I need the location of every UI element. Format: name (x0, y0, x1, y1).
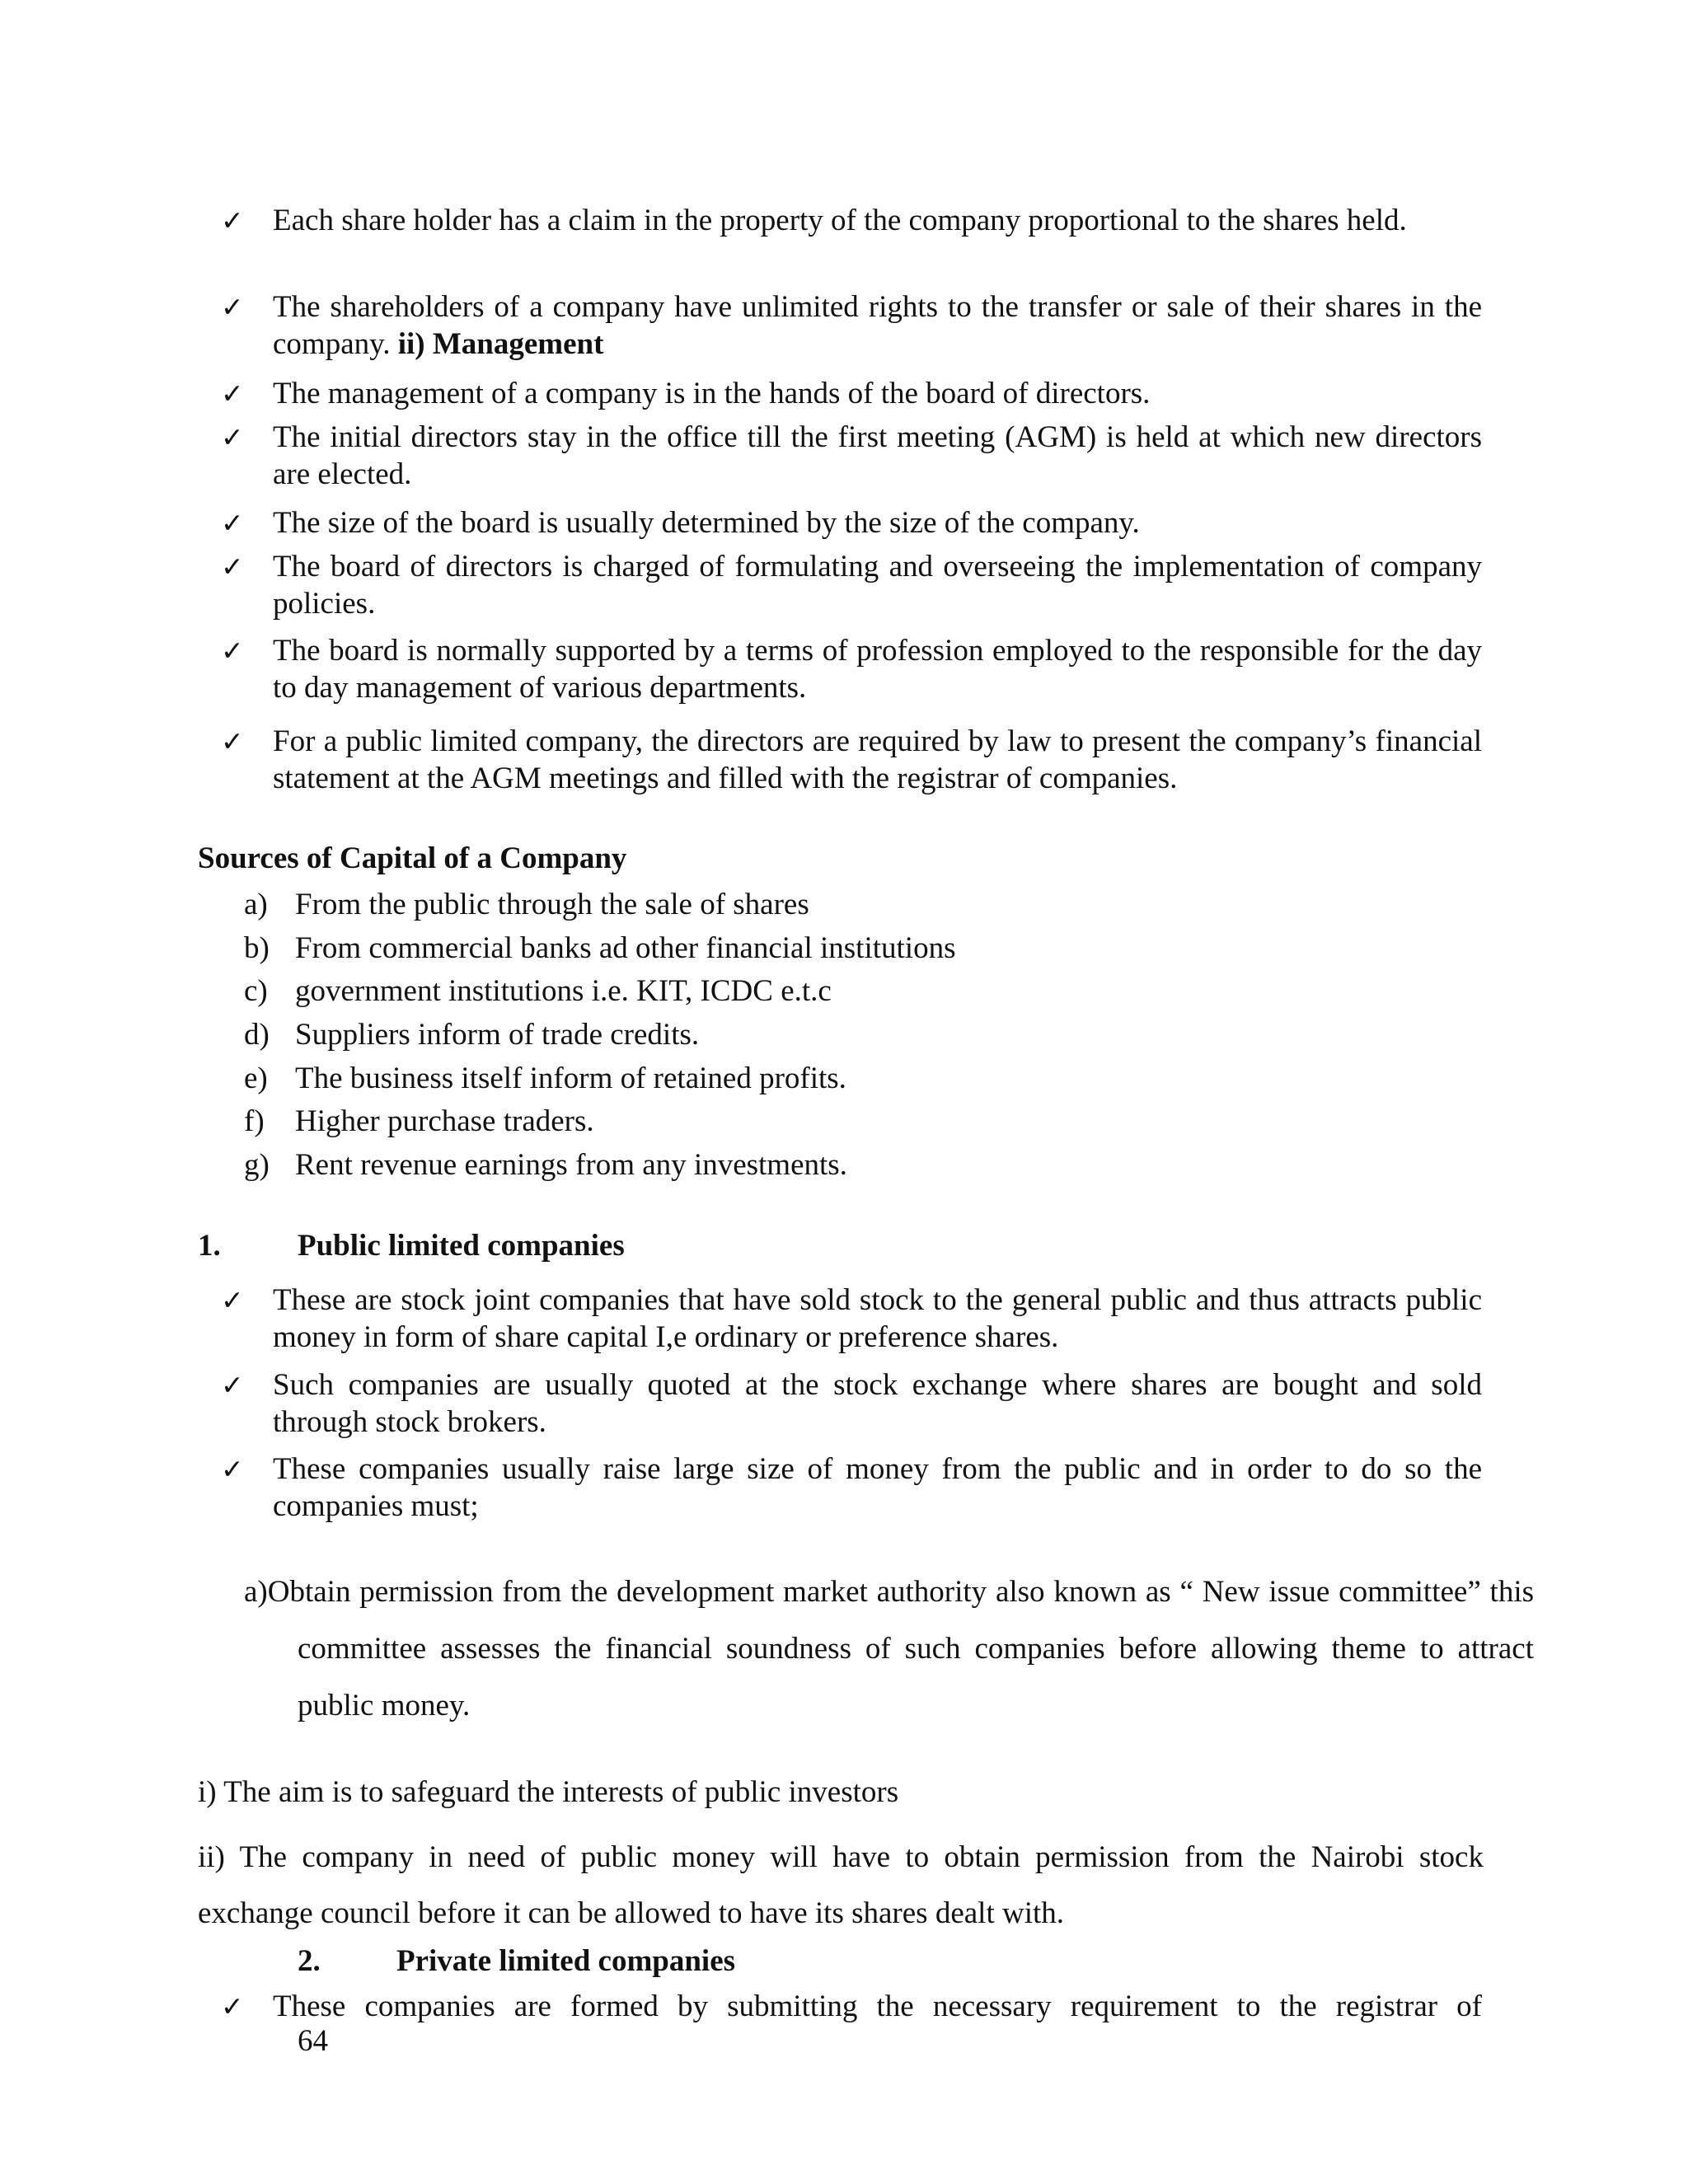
list-item (244, 930, 955, 967)
list-item-marker: b) (244, 931, 270, 965)
note-paragraph (198, 1830, 1484, 1942)
list-item (221, 723, 1482, 797)
list-item (221, 1451, 1482, 1525)
list-item (244, 972, 832, 1010)
list-item (221, 548, 1482, 622)
list-item-text: The initial directors stay in the office till the first meeting (AGM) is held at which new directors are elected. (273, 420, 1482, 491)
checkmark-icon: ✓ (221, 291, 244, 323)
list-item-text-body: The shareholders of a company have unlimited rights to the transfer or sale of their shares in the company. (273, 290, 1482, 361)
list-item (244, 886, 809, 923)
checkmark-icon: ✓ (221, 421, 244, 453)
list-item-text: These companies usually raise large size of money from the public and in order to do so the companies must; (273, 1452, 1482, 1523)
section-heading-public: Public limited companies (298, 1229, 625, 1263)
checkmark-icon: ✓ (221, 1990, 244, 2022)
list-item (244, 1016, 699, 1053)
list-item-text: government institutions i.e. KIT, ICDC e.t.c (295, 974, 832, 1008)
list-item-text: Such companies are usually quoted at the stock exchange where shares are bought and sold through stock brokers. (273, 1368, 1482, 1439)
list-item (221, 419, 1482, 493)
list-item-text: The management of a company is in the hands of the board of directors. (273, 377, 1151, 410)
list-item (221, 632, 1482, 706)
list-item-text: These companies are formed by submitting the necessary requirement to the registrar of (273, 1990, 1482, 2023)
list-item-text (273, 288, 1482, 363)
checkmark-icon: ✓ (221, 1284, 244, 1316)
section-number-public: 1. (198, 1229, 221, 1263)
list-item-marker: d) (244, 1018, 270, 1052)
list-item-text: From the public through the sale of shares (295, 888, 809, 921)
list-item-text: The board of directors is charged of formulating and overseeing the implementation of company policies. (273, 550, 1482, 621)
list-item (244, 1060, 846, 1097)
list-item (221, 375, 1482, 412)
list-item-text: These are stock joint companies that have sold stock to the general public and thus attracts public money in form of share capital I,e ordinary or preference shares. (273, 1283, 1482, 1354)
list-item-text: Suppliers inform of trade credits. (295, 1018, 700, 1052)
section-heading-private: Private limited companies (396, 1944, 736, 1978)
requirement-paragraph: a)Obtain permission from the development market authority also known as “ New issue committee” this committee assesses the financial soundness of such companies before allowing theme to attract public money. (244, 1575, 1534, 1722)
checkmark-icon: ✓ (221, 204, 244, 237)
list-item (221, 202, 1482, 239)
management-heading: ii) Management (397, 327, 604, 361)
list-item-text: From commercial banks ad other financial institutions (295, 931, 956, 965)
list-item (221, 504, 1482, 541)
note-text: The company in need of public money will have to obtain permission from the Nairobi stock exchange council before it can be allowed to have its shares dealt with. (198, 1840, 1484, 1930)
checkmark-icon: ✓ (221, 1369, 244, 1401)
list-item-text: For a public limited company, the directors are required by law to present the company’s financial statement at the AGM meetings and filled with the registrar of companies. (273, 724, 1482, 795)
list-item-marker: f) (244, 1104, 265, 1138)
checkmark-icon: ✓ (221, 725, 244, 757)
section-number-private: 2. (298, 1944, 321, 1978)
list-item-marker: g) (244, 1148, 270, 1182)
section-heading-sources: Sources of Capital of a Company (198, 841, 627, 875)
list-item-text: Each share holder has a claim in the property of the company proportional to the shares held. (273, 204, 1407, 237)
checkmark-icon: ✓ (221, 377, 244, 410)
list-item-marker: a) (244, 888, 268, 921)
list-item-text: Higher purchase traders. (295, 1104, 594, 1138)
list-item-text: The size of the board is usually determined by the size of the company. (273, 506, 1140, 540)
list-item-text: Rent revenue earnings from any investments. (295, 1148, 847, 1182)
page-number: 64 (298, 2024, 328, 2058)
list-item-marker: e) (244, 1062, 268, 1095)
checkmark-icon: ✓ (221, 507, 244, 539)
checkmark-icon: ✓ (221, 635, 244, 667)
list-item-text: The board is normally supported by a terms of profession employed to the responsible for the day to day management of various departments. (273, 634, 1482, 705)
note-label: ii) (198, 1840, 225, 1874)
checkmark-icon: ✓ (221, 1453, 244, 1485)
list-item (244, 1146, 847, 1183)
list-item (221, 1282, 1482, 1356)
list-item-text: The business itself inform of retained profits. (295, 1062, 846, 1095)
list-item (221, 1988, 1482, 2025)
list-item-marker: c) (244, 974, 268, 1008)
note-paragraph: i) The aim is to safeguard the interests of public investors (198, 1775, 899, 1809)
list-item (244, 1103, 594, 1140)
checkmark-icon: ✓ (221, 551, 244, 583)
list-item (221, 288, 1482, 363)
list-item (221, 1366, 1482, 1441)
